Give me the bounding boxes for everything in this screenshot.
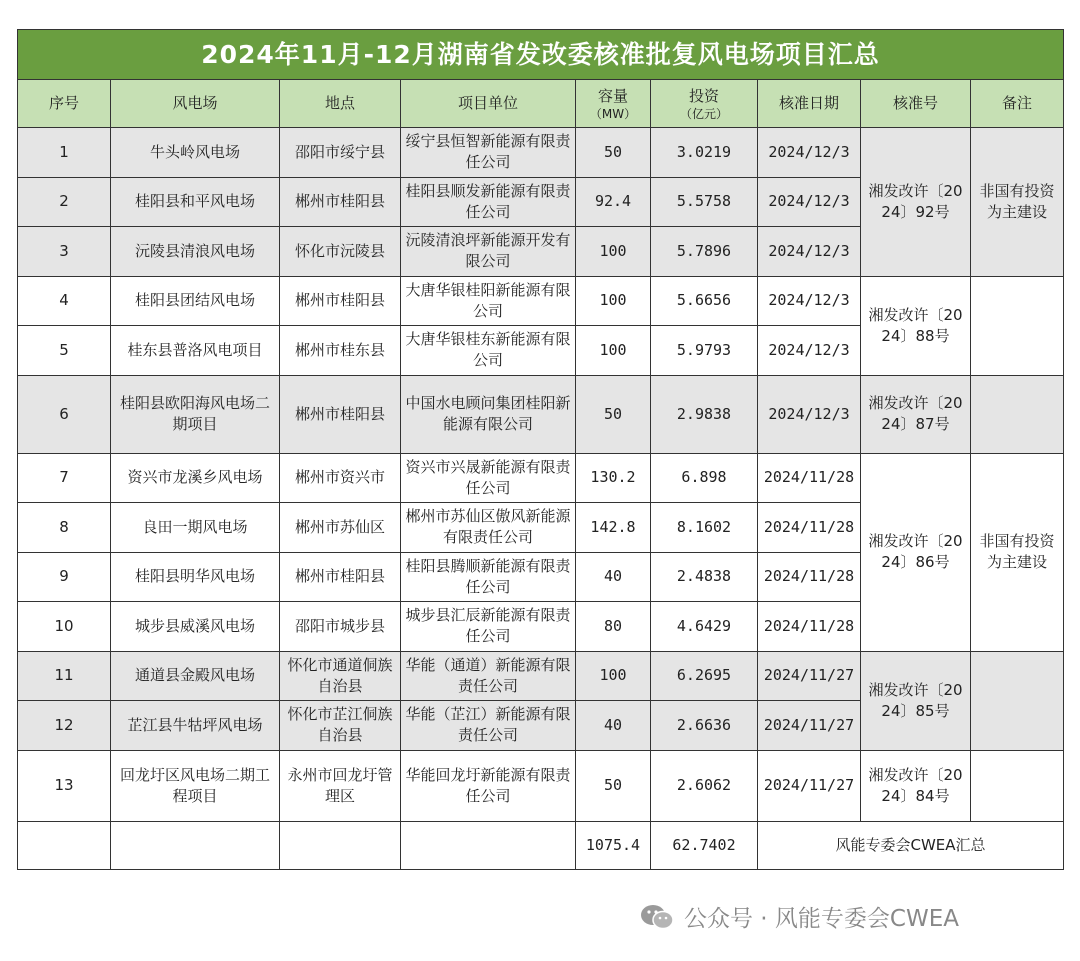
totals-empty xyxy=(401,821,576,869)
cell-unit: 城步县汇辰新能源有限责任公司 xyxy=(401,602,576,652)
cell-unit: 大唐华银桂阳新能源有限公司 xyxy=(401,276,576,326)
cell-approval: 湘发改许〔2024〕88号 xyxy=(861,276,971,375)
cell-seq: 9 xyxy=(18,552,111,602)
cell-seq: 4 xyxy=(18,276,111,326)
header-note: 备注 xyxy=(971,80,1064,128)
cell-location: 永州市回龙圩管理区 xyxy=(280,750,401,821)
totals-empty xyxy=(18,821,111,869)
cell-investment: 5.9793 xyxy=(651,326,758,376)
cell-location: 怀化市芷江侗族自治县 xyxy=(280,701,401,751)
cell-farm: 牛头岭风电场 xyxy=(111,128,280,178)
cell-unit: 华能回龙圩新能源有限责任公司 xyxy=(401,750,576,821)
header-date: 核准日期 xyxy=(758,80,861,128)
projects-table xyxy=(17,29,1064,870)
cell-investment: 6.898 xyxy=(651,453,758,503)
totals-empty xyxy=(111,821,280,869)
cell-capacity: 142.8 xyxy=(576,503,651,553)
cell-date: 2024/12/3 xyxy=(758,128,861,178)
cell-unit: 郴州市苏仙区傲风新能源有限责任公司 xyxy=(401,503,576,553)
cell-capacity: 50 xyxy=(576,750,651,821)
cell-investment: 2.4838 xyxy=(651,552,758,602)
header-investment-label: 投资 xyxy=(688,87,719,105)
cell-date: 2024/12/3 xyxy=(758,177,861,227)
table-row xyxy=(18,276,1064,326)
cell-seq: 1 xyxy=(18,128,111,178)
total-capacity: 1075.4 xyxy=(576,821,651,869)
header-capacity xyxy=(576,80,651,128)
cell-date: 2024/11/27 xyxy=(758,701,861,751)
cell-date: 2024/11/27 xyxy=(758,651,861,701)
cell-note xyxy=(971,375,1064,453)
cell-unit: 绥宁县恒智新能源有限责任公司 xyxy=(401,128,576,178)
cell-location: 怀化市通道侗族自治县 xyxy=(280,651,401,701)
cell-location: 邵阳市城步县 xyxy=(280,602,401,652)
cell-investment: 5.6656 xyxy=(651,276,758,326)
watermark xyxy=(640,900,959,933)
header-investment xyxy=(651,80,758,128)
cell-approval: 湘发改许〔2024〕85号 xyxy=(861,651,971,750)
cell-investment: 2.6062 xyxy=(651,750,758,821)
cell-unit: 桂阳县顺发新能源有限责任公司 xyxy=(401,177,576,227)
cell-location: 郴州市桂阳县 xyxy=(280,552,401,602)
cell-unit: 中国水电顾问集团桂阳新能源有限公司 xyxy=(401,375,576,453)
cell-capacity: 50 xyxy=(576,128,651,178)
cell-location: 郴州市桂阳县 xyxy=(280,375,401,453)
cell-seq: 11 xyxy=(18,651,111,701)
cell-unit: 沅陵清浪坪新能源开发有限公司 xyxy=(401,227,576,277)
cell-capacity: 40 xyxy=(576,701,651,751)
wechat-icon xyxy=(640,904,674,930)
cell-note: 非国有投资为主建设 xyxy=(971,128,1064,277)
cell-farm: 桂阳县明华风电场 xyxy=(111,552,280,602)
cell-note xyxy=(971,750,1064,821)
cell-date: 2024/11/28 xyxy=(758,602,861,652)
cell-seq: 8 xyxy=(18,503,111,553)
cell-approval: 湘发改许〔2024〕86号 xyxy=(861,453,971,651)
cell-unit: 桂阳县腾顺新能源有限责任公司 xyxy=(401,552,576,602)
cell-note xyxy=(971,276,1064,375)
cell-unit: 资兴市兴晟新能源有限责任公司 xyxy=(401,453,576,503)
cell-unit: 华能（芷江）新能源有限责任公司 xyxy=(401,701,576,751)
cell-seq: 10 xyxy=(18,602,111,652)
cell-capacity: 100 xyxy=(576,276,651,326)
cell-location: 郴州市桂东县 xyxy=(280,326,401,376)
header-capacity-label: 容量 xyxy=(597,87,628,105)
table-row xyxy=(18,375,1064,453)
header-approval: 核准号 xyxy=(861,80,971,128)
cell-farm: 桂阳县和平风电场 xyxy=(111,177,280,227)
cell-capacity: 80 xyxy=(576,602,651,652)
cell-seq: 6 xyxy=(18,375,111,453)
cell-date: 2024/12/3 xyxy=(758,375,861,453)
cell-location: 怀化市沅陵县 xyxy=(280,227,401,277)
cell-capacity: 40 xyxy=(576,552,651,602)
cell-investment: 5.5758 xyxy=(651,177,758,227)
header-investment-unit: （亿元） xyxy=(679,107,728,121)
cell-date: 2024/12/3 xyxy=(758,227,861,277)
cell-investment: 2.9838 xyxy=(651,375,758,453)
cell-farm: 通道县金殿风电场 xyxy=(111,651,280,701)
cell-investment: 5.7896 xyxy=(651,227,758,277)
header-unit: 项目单位 xyxy=(401,80,576,128)
cell-seq: 2 xyxy=(18,177,111,227)
total-investment: 62.7402 xyxy=(651,821,758,869)
cell-seq: 7 xyxy=(18,453,111,503)
table-row xyxy=(18,750,1064,821)
cell-farm: 桂阳县欧阳海风电场二期项目 xyxy=(111,375,280,453)
header-farm: 风电场 xyxy=(111,80,280,128)
cell-date: 2024/11/28 xyxy=(758,552,861,602)
cell-location: 郴州市桂阳县 xyxy=(280,177,401,227)
table-row xyxy=(18,453,1064,503)
cell-date: 2024/11/28 xyxy=(758,453,861,503)
totals-row xyxy=(18,821,1064,869)
cell-farm: 桂东县普洛风电项目 xyxy=(111,326,280,376)
cell-capacity: 130.2 xyxy=(576,453,651,503)
cell-seq: 3 xyxy=(18,227,111,277)
cell-location: 郴州市桂阳县 xyxy=(280,276,401,326)
cell-investment: 3.0219 xyxy=(651,128,758,178)
cell-investment: 4.6429 xyxy=(651,602,758,652)
cell-farm: 桂阳县团结风电场 xyxy=(111,276,280,326)
cell-approval: 湘发改许〔2024〕84号 xyxy=(861,750,971,821)
cell-location: 郴州市苏仙区 xyxy=(280,503,401,553)
totals-source: 风能专委会CWEA汇总 xyxy=(758,821,1064,869)
cell-note xyxy=(971,651,1064,750)
cell-seq: 12 xyxy=(18,701,111,751)
cell-capacity: 100 xyxy=(576,227,651,277)
cell-farm: 芷江县牛牯坪风电场 xyxy=(111,701,280,751)
cell-approval: 湘发改许〔2024〕92号 xyxy=(861,128,971,277)
cell-capacity: 50 xyxy=(576,375,651,453)
cell-capacity: 100 xyxy=(576,326,651,376)
cell-unit: 大唐华银桂东新能源有限公司 xyxy=(401,326,576,376)
cell-capacity: 92.4 xyxy=(576,177,651,227)
cell-location: 邵阳市绥宁县 xyxy=(280,128,401,178)
table-row xyxy=(18,128,1064,178)
header-row xyxy=(18,80,1064,128)
cell-investment: 2.6636 xyxy=(651,701,758,751)
cell-capacity: 100 xyxy=(576,651,651,701)
cell-investment: 8.1602 xyxy=(651,503,758,553)
cell-seq: 5 xyxy=(18,326,111,376)
cell-farm: 资兴市龙溪乡风电场 xyxy=(111,453,280,503)
cell-date: 2024/11/27 xyxy=(758,750,861,821)
cell-seq: 13 xyxy=(18,750,111,821)
watermark-text: 公众号 · 风能专委会CWEA xyxy=(684,906,960,932)
cell-investment: 6.2695 xyxy=(651,651,758,701)
table-title: 2024年11月-12月湖南省发改委核准批复风电场项目汇总 xyxy=(18,30,1064,80)
cell-farm: 沅陵县清浪风电场 xyxy=(111,227,280,277)
header-seq: 序号 xyxy=(18,80,111,128)
totals-empty xyxy=(280,821,401,869)
cell-date: 2024/12/3 xyxy=(758,326,861,376)
cell-farm: 良田一期风电场 xyxy=(111,503,280,553)
table-row xyxy=(18,651,1064,701)
cell-note: 非国有投资为主建设 xyxy=(971,453,1064,651)
cell-farm: 回龙圩区风电场二期工程项目 xyxy=(111,750,280,821)
header-location: 地点 xyxy=(280,80,401,128)
cell-date: 2024/12/3 xyxy=(758,276,861,326)
cell-date: 2024/11/28 xyxy=(758,503,861,553)
cell-farm: 城步县威溪风电场 xyxy=(111,602,280,652)
cell-unit: 华能（通道）新能源有限责任公司 xyxy=(401,651,576,701)
cell-location: 郴州市资兴市 xyxy=(280,453,401,503)
header-capacity-unit: （MW） xyxy=(589,107,637,121)
cell-approval: 湘发改许〔2024〕87号 xyxy=(861,375,971,453)
